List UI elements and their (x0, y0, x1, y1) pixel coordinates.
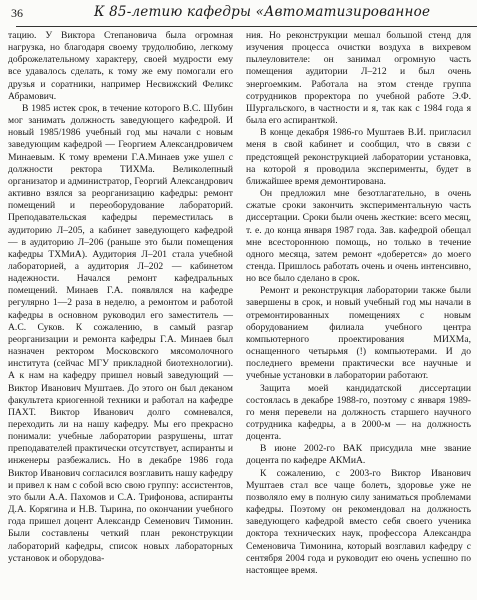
paragraph: К сожалению, с 2003-го Виктор Иванович Муштаев стал все чаще болеть, здоровье уже не позволяло ему в полную силу заниматься проблемами кафедры. Поэтому он рекомендовал на должность заведующего кафедрой вместо себя своего ученика доктора технических наук, профессора Александра Семеновича Тимонина, который возглавил кафедру с сентября 2004 года и руководит ею очень успешно по настоящее время. (246, 467, 471, 576)
page-number: 36 (11, 6, 23, 20)
paragraph: В конце декабря 1986-го Муштаев В.И. пригласил меня в свой кабинет и сообщил, что в связи с предстоящей реконструкцией лаборатории установка, на которой я проводила эксперименты, будет в ближайшее время демонтирована. (246, 127, 471, 187)
right-column (246, 30, 471, 577)
paragraph: тацию. У Виктора Степановича была огромная нагрузка, но благодаря своему трудолюбию, легкому доброжелательному характеру, своей мудрости ему все удавалось сделать, к тому же ему помогали его друзья и соратники, например Несвижский Феликс Абрамович. (8, 30, 233, 102)
paragraph: Ремонт и реконструкция лаборатории также были завершены в срок, и новый учебный год мы начали в отремонтированных помещениях с новым оборудованием филиала учебного центра компьютерного проектирования МИХМа, оснащенного четырьмя (!) компьютерами. И до последнего времени практически все научные и учебные установки в лаборатории работают. (246, 285, 471, 382)
paragraph: В 1985 истек срок, в течение которого В.С. Шубин мог занимать должность заведующего кафедрой. И новый 1985/1986 учебный год мы начали с новым заведующим кафедрой — Георгием Александровичем Минаевым. К тому времени Г.А.Минаев уже ушел с должности ректора ТИХМа. Великолепный организатор и администратор, Георгий Александрович активно взялся за реорганизацию кафедры: ремонт помещений и переоборудование лабораторий. Преподавательская кафедры переместилась в аудиторию Л–205, а кабинет заведующего кафедрой — в аудиторию Л–206 (раньше это были помещения кафедры ТХМиА). Аудитория Л–201 стала учебной лабораторией, а аудитория Л–202 — кабинетом надежности. Начался ремонт кафедральных помещений. Минаев Г.А. появлялся на кафедре регулярно 1—2 раза в неделю, а ремонтом и работой кафедры в основном руководил его заместитель — А.С. Суков. К сожалению, в самый разгар реорганизации и ремонта кафедры Г.А. Минаев был назначен ректором Московского мясомолочного института (сейчас МГУ прикладной биотехнологии). А к нам на кафедру пришел новый заведующий — Виктор Иванович Муштаев. До этого он был деканом факультета криогенной техники и работал на кафедре ПАХТ. Виктор Иванович долго сомневался, переходить ли на нашу кафедру. Мы его прекрасно понимали: учебные лаборатории разрушены, штат преподавателей практически отсутствует, аспиранты и инженеры разбежались. Но в декабре 1986 года Виктор Иванович согласился возглавить нашу кафедру и привел к нам с собой всю свою группу: ассистентов, это были А.А. Пахомов и С.А. Трифонова, аспиранты Д.А. Корягина и Н.В. Тырина, по окончании учебного года пришел доцент Александр Семенович Тимонин. Были составлены четкий план реконструкции лабораторий кафедры, список новых лабораторных установок и оборудова- (8, 102, 233, 564)
paragraph: В июне 2002-го ВАК присудила мне звание доцента по кафедре АКМиА. (246, 443, 471, 467)
running-title: К 85-летию кафедры «Автоматизированное (94, 4, 431, 20)
page-header (8, 4, 470, 26)
paragraph: Защита моей кандидатской диссертации состоялась в декабре 1988-го, поэтому с января 1989-го меня перевели на должность старшего научного сотрудника кафедры, а в 2000-м — на должность доцента. (246, 382, 471, 443)
paragraph: ния. Но реконструкции мешал большой стенд для изучения процесса очистки воздуха в вихревом пылеуловителе: он занимал огромную часть помещения аудитории Л–212 и был очень энергоемким. Работала на этом стенде группа сотрудников проректора по учебной работе Э.Ф. Шургальского, в частности и я, так как с 1984 года я была его аспиранткой. (246, 30, 471, 127)
paragraph: Он предложил мне безотлагательно, в очень сжатые сроки закончить экспериментальную часть диссертации. Сроки были очень жесткие: всего месяц, т. е. до конца января 1987 года. Зав. кафедрой обещал мне всестороннюю помощь, но только в течение одного месяца, затем ремонт «доберется» до моего стенда. Пришлось работать очень и очень интенсивно, но все было сделано в срок. (246, 188, 471, 285)
header-rule (16, 26, 477, 27)
left-column (8, 30, 233, 565)
